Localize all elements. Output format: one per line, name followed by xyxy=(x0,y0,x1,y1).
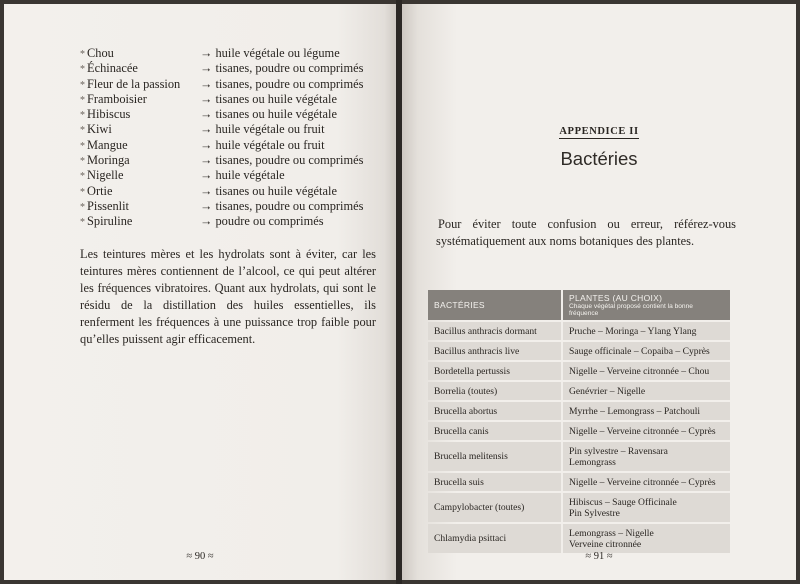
plants-line: Lemongrass – Nigelle xyxy=(569,527,654,539)
plant-name: Nigelle xyxy=(87,168,124,183)
plants-line: Lemongrass xyxy=(569,456,616,468)
list-item xyxy=(80,46,380,61)
plants-cell xyxy=(563,524,730,553)
plant-use: → tisanes, poudre ou comprimés xyxy=(200,153,364,168)
plant-use: → tisanes, poudre ou comprimés xyxy=(200,61,364,76)
table-row xyxy=(428,422,730,440)
plants-line: Verveine citronnée xyxy=(569,538,642,550)
bacteria-cell: Brucella suis xyxy=(428,473,563,491)
plants-cell: Nigelle – Verveine citronnée – Cyprès xyxy=(563,422,730,440)
plant-use: → tisanes, poudre ou comprimés xyxy=(200,76,364,91)
plant-use: → huile végétale ou fruit xyxy=(200,137,325,152)
table-row xyxy=(428,322,730,340)
bullet-star-icon: * xyxy=(80,201,85,213)
plants-cell: Nigelle – Verveine citronnée – Cyprès xyxy=(563,473,730,491)
table-row xyxy=(428,473,730,491)
list-item xyxy=(80,92,380,107)
list-item xyxy=(80,61,380,76)
plants-line: Hibiscus – Sauge Officinale xyxy=(569,496,677,508)
bullet-star-icon: * xyxy=(80,49,85,60)
left-page xyxy=(4,4,396,580)
bullet-star-icon: * xyxy=(80,217,85,229)
bullet-star-icon: * xyxy=(80,140,85,152)
body-paragraph: Les teintures mères et les hydrolats sont à éviter, car les teintures mères contiennent de l’alcool, ce qui peut altérer les fréquences vibratoires. Quant aux hydrolats, qui sont le résidu de la distillation des huiles essentielles, ils renferment les fréquences à une puissance trop faible pour qu’elles puissent agir efficacement. xyxy=(80,247,376,346)
bacteria-table xyxy=(428,288,730,555)
list-item xyxy=(80,107,380,122)
page-number-right: ≈ 91 ≈ xyxy=(585,551,613,562)
column-header-plants-title: PLANTES (AU CHOIX) xyxy=(569,293,663,303)
plants-cell: Nigelle – Verveine citronnée – Chou xyxy=(563,362,730,380)
page-title: Bactéries xyxy=(560,148,638,169)
plants-cell: Genévrier – Nigelle xyxy=(563,382,730,400)
plant-name: Ortie xyxy=(87,183,113,198)
right-page xyxy=(402,4,796,580)
table-row xyxy=(428,493,730,522)
table-row xyxy=(428,382,730,400)
plant-name: Framboisier xyxy=(87,91,147,106)
plant-use: → huile végétale ou légume xyxy=(200,46,340,60)
table-row xyxy=(428,524,730,553)
list-item xyxy=(80,199,380,214)
bacteria-cell: Brucella abortus xyxy=(428,402,563,420)
plants-line: Pin Sylvestre xyxy=(569,507,620,519)
plants-cell: Pruche – Moringa – Ylang Ylang xyxy=(563,322,730,340)
list-item xyxy=(80,153,380,168)
bullet-star-icon: * xyxy=(80,186,85,198)
plant-use: → tisanes ou huile végétale xyxy=(200,107,337,122)
list-item xyxy=(80,77,380,92)
bacteria-cell: Brucella melitensis xyxy=(428,442,563,471)
column-header-bacteria: BACTÉRIES xyxy=(428,290,563,320)
bacteria-cell: Borrelia (toutes) xyxy=(428,382,563,400)
plants-line: Pin sylvestre – Ravensara xyxy=(569,445,668,457)
plant-name: Kiwi xyxy=(87,122,112,137)
bacteria-cell: Bacillus anthracis dormant xyxy=(428,322,563,340)
list-item xyxy=(80,138,380,153)
table-row xyxy=(428,362,730,380)
bacteria-cell: Bordetella pertussis xyxy=(428,362,563,380)
bullet-star-icon: * xyxy=(80,125,85,137)
plants-cell xyxy=(563,442,730,471)
table-row xyxy=(428,342,730,360)
plant-name: Pissenlit xyxy=(87,198,129,213)
table-row xyxy=(428,402,730,420)
list-item xyxy=(80,184,380,199)
page-number-left: ≈ 90 ≈ xyxy=(186,551,214,562)
bullet-star-icon: * xyxy=(80,110,85,122)
plant-name: Hibiscus xyxy=(87,107,131,122)
plant-use: → tisanes, poudre ou comprimés xyxy=(200,198,364,213)
table-row xyxy=(428,442,730,471)
bullet-star-icon: * xyxy=(80,94,85,106)
plant-use: → huile végétale ou fruit xyxy=(200,122,325,137)
bacteria-cell: Chlamydia psittaci xyxy=(428,524,563,553)
column-header-plants-subtitle: Chaque végétal proposé contient la bonne fréquence xyxy=(569,303,693,317)
plant-name: Échinacée xyxy=(87,61,138,76)
plants-cell xyxy=(563,493,730,522)
plant-use: → poudre ou comprimés xyxy=(200,214,324,229)
plant-use: → tisanes ou huile végétale xyxy=(200,91,337,106)
bacteria-cell: Bacillus anthracis live xyxy=(428,342,563,360)
plant-use: → huile végétale xyxy=(200,168,285,183)
plants-cell: Sauge officinale – Copaiba – Cyprès xyxy=(563,342,730,360)
column-header-plants xyxy=(563,290,730,320)
plant-name: Moringa xyxy=(87,153,130,168)
list-item xyxy=(80,214,380,229)
plant-list xyxy=(80,46,380,230)
plant-use: → tisanes ou huile végétale xyxy=(200,183,337,198)
bullet-star-icon: * xyxy=(80,79,85,91)
plant-name: Spiruline xyxy=(87,214,133,229)
bacteria-cell: Campylobacter (toutes) xyxy=(428,493,563,522)
bullet-star-icon: * xyxy=(80,64,85,76)
plants-cell: Myrrhe – Lemongrass – Patchouli xyxy=(563,402,730,420)
plant-name: Fleur de la passion xyxy=(87,76,181,91)
intro-paragraph: Pour éviter toute confusion ou erreur, référez-vous systématiquement aux noms botaniques des plantes. xyxy=(436,217,736,248)
list-item xyxy=(80,168,380,183)
bullet-star-icon: * xyxy=(80,156,85,168)
list-item xyxy=(80,122,380,137)
bullet-star-icon: * xyxy=(80,171,85,183)
bacteria-cell: Brucella canis xyxy=(428,422,563,440)
plant-name: Mangue xyxy=(87,137,128,152)
plant-name: Chou xyxy=(87,46,114,60)
table-header-row xyxy=(428,290,730,320)
appendix-label: APPENDICE II xyxy=(559,126,639,137)
